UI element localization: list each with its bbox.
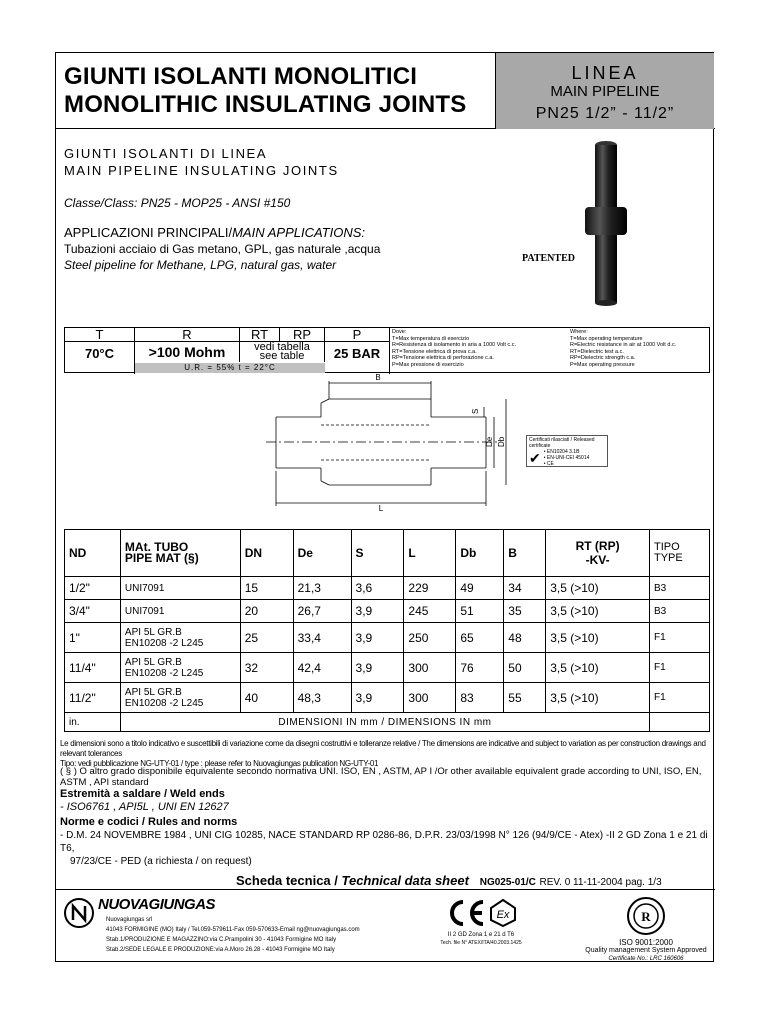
header-dn: DN [240, 530, 293, 577]
notes-italian [392, 329, 552, 368]
cell-material-line1: API 5L GR.B [124, 626, 182, 638]
applications-title-it: APPLICAZIONI PRINCIPALI/ [64, 225, 233, 240]
note-en: P=Max operating pressure [570, 361, 635, 368]
table-row [65, 577, 710, 600]
cell-s: 3,6 [351, 577, 404, 600]
table-row [65, 600, 710, 623]
cell-b: 35 [504, 600, 546, 623]
note-en: R=Electric resistance in air at 1000 Volt d.c. [570, 342, 677, 348]
dim-label-db: Db [497, 436, 506, 447]
cell-s: 3,9 [351, 623, 404, 653]
weld-ends-standards: - ISO6761 , API5L , UNI EN 12627 [60, 801, 229, 813]
certificates-list [544, 449, 590, 467]
address-line: 41043 FORMIGINE (MO) Italy / Tel.059-579611-Fax 059-570633-Email ng@nuovagiungas.com [106, 927, 360, 933]
address-line: Stab.2/SEDE LEGALE E PRODUZIONE:via A.Moro 26.28 - 41043 Formigine MO Italy [106, 947, 335, 953]
subtitle [64, 145, 339, 179]
cell-l: 229 [404, 577, 456, 600]
iso-title: ISO 9001:2000 [619, 938, 673, 947]
company-logo-icon [62, 896, 96, 930]
notes-english [570, 329, 730, 368]
weld-ends [60, 788, 229, 814]
cond-header-r: R [135, 328, 240, 341]
header-b: B [504, 530, 546, 577]
header-material-it: MAt. TUBO [124, 540, 189, 554]
data-sheet [55, 52, 714, 962]
cell-s: 3,9 [351, 683, 404, 713]
note-it: R=Resistenza di isolamento in aria a 1000 Volt c.c. [392, 342, 516, 348]
subtitle-italian: GIUNTI ISOLANTI DI LINEA [64, 146, 268, 161]
cell-l: 245 [404, 600, 456, 623]
cond-value-t: 70°C [65, 342, 135, 374]
cell-material-line2: EN10208 -2 L245 [124, 667, 204, 679]
table-row [65, 653, 710, 683]
header-l: L [404, 530, 456, 577]
cell-dn: 25 [240, 623, 293, 653]
applications-italian: Tubazioni acciaio di Gas metano, GPL, gas naturale ,acqua [64, 242, 381, 256]
header-type [649, 530, 709, 577]
cell-nd: 1/2" [65, 577, 121, 600]
rules-norms [60, 816, 713, 868]
technical-drawing [256, 373, 516, 513]
table-footer-row [65, 713, 710, 732]
header-type-it: TIPO [653, 541, 680, 553]
footer-empty-cell [649, 713, 709, 732]
applications [64, 225, 380, 273]
atex-zone-text: II 2 GD Zona 1 e 21 d T6 [447, 932, 515, 938]
cell-de: 42,4 [293, 653, 351, 683]
dim-label-l: L [378, 504, 384, 513]
cell-nd: 11/4" [65, 653, 121, 683]
technical-sheet-line [236, 873, 662, 888]
operating-conditions [64, 327, 710, 373]
cell-b: 50 [504, 653, 546, 683]
cell-material [120, 623, 240, 653]
iso-text: Quality management System Approved [585, 947, 707, 954]
title-italian: GIUNTI ISOLANTI MONOLITICI [64, 63, 418, 90]
cell-material: UNI7091 [120, 600, 240, 623]
dim-label-s: S [471, 408, 480, 414]
material-equivalence-note: ( § ) O altro grado disponibile equivalente secondo normativa UNI. ISO, EN , ASTM, AP I /Or other available equivalent grade according to UNI, ISO, EN, ASTM , API standard [60, 766, 702, 788]
cond-value-rt [240, 342, 325, 362]
cell-b: 34 [504, 577, 546, 600]
note-it: P=Max pressione di esercizio [392, 361, 464, 368]
sheet-code: NG025-01/C [479, 877, 536, 888]
cell-b: 48 [504, 623, 546, 653]
rules-norms-title: Norme e codici / Rules and norms [60, 816, 238, 828]
cell-material-line2: EN10208 -2 L245 [124, 637, 204, 649]
cell-s: 3,9 [351, 653, 404, 683]
certificate-item: • CE [543, 461, 554, 467]
cond-header-rp: RP [280, 328, 325, 341]
footer-units-mm: DIMENSIONI IN mm / DIMENSIONS IN mm [120, 713, 649, 732]
header-kv-label: -KV- [585, 553, 610, 567]
line-label: LINEA [571, 63, 639, 83]
applications-title [64, 225, 380, 241]
type-reference-line: Tipo: vedi pubblicazione NG-UTY-01 / type : please refer to Nuovagiungas publication NG-UTY-01 [60, 759, 379, 768]
header-rt [546, 530, 650, 577]
note-en: RT=Dielectric test a.c. [570, 348, 624, 355]
cell-rt: 3,5 (>10) [546, 577, 650, 600]
dimensions-table [64, 529, 710, 732]
applications-title-en: MAIN APPLICATIONS: [232, 225, 366, 240]
sheet-revision: REV. 0 11-11-2004 pag. 1/3 [539, 877, 662, 888]
sheet-label-it: Scheda tecnica / [236, 873, 342, 888]
cond-value-r: >100 Mohm [135, 342, 240, 362]
cell-type: F1 [649, 683, 709, 713]
cell-l: 250 [404, 623, 456, 653]
cond-value-rt-it: vedi tabella [254, 341, 310, 353]
patented-label: PATENTED [522, 253, 575, 264]
rules-norms-line1: - D.M. 24 NOVEMBRE 1984 , UNI CIG 10285, NACE STANDARD RP 0286-86, D.P.R. 23/03/1998 N° 126 (94/9/CE - Atex) -II 2 GD Zona 1 e 21 di T6, [60, 830, 708, 854]
cell-dn: 40 [240, 683, 293, 713]
product-photo [576, 137, 636, 307]
cell-dn: 15 [240, 577, 293, 600]
iso-certification [581, 896, 711, 963]
atex-ex-icon [489, 898, 517, 928]
pressure-range: PN25 1/2” - 11/2” [535, 105, 675, 122]
cell-material [120, 683, 240, 713]
header-type-en: TYPE [653, 552, 683, 564]
cell-l: 300 [404, 653, 456, 683]
cond-value-rt-en: see table [259, 350, 305, 362]
certificates-body [529, 449, 605, 467]
dimension-disclaimer [60, 739, 713, 769]
header-db: Db [456, 530, 504, 577]
table-header-row [65, 530, 710, 577]
cond-header-rt: RT [240, 328, 280, 341]
company-address [106, 915, 360, 955]
svg-text:Ex: Ex [496, 909, 510, 921]
class-line: Classe/Class: PN25 - MOP25 - ANSI #150 [64, 196, 291, 210]
cell-db: 51 [456, 600, 504, 623]
note-it: T=Max temperatura di esercizio [392, 335, 470, 342]
cell-b: 55 [504, 683, 546, 713]
header-nd: ND [65, 530, 121, 577]
cell-de: 21,3 [293, 577, 351, 600]
conditions-notes [390, 328, 710, 374]
note-it: RP=Tensione elettrica di perforazione c.a. [392, 355, 494, 361]
cell-de: 26,7 [293, 600, 351, 623]
cell-de: 48,3 [293, 683, 351, 713]
dim-label-b: B [375, 373, 381, 382]
atex-file-text: Tech. file N° ATEX/ITA/40.2003.1425 [440, 940, 522, 946]
cell-rt: 3,5 (>10) [546, 653, 650, 683]
cell-rt: 3,5 (>10) [546, 600, 650, 623]
certificates-box [526, 435, 608, 467]
note-en: Where: [570, 329, 588, 335]
header-material-en: PIPE MAT (§) [124, 551, 199, 565]
sheet-label-en: Technical data sheet [341, 873, 469, 888]
cell-rt: 3,5 (>10) [546, 683, 650, 713]
header-rt-label: RT (RP) [575, 539, 620, 553]
cell-type: F1 [649, 623, 709, 653]
cell-rt: 3,5 (>10) [546, 623, 650, 653]
note-it: Dove: [392, 329, 407, 335]
line-subtitle: MAIN PIPELINE [550, 83, 660, 100]
humidity-temp: U.R. = 55% t = 22°C [135, 363, 325, 373]
table-row [65, 683, 710, 713]
header-de: De [293, 530, 351, 577]
cell-l: 300 [404, 683, 456, 713]
certificate-item: • EN10204 3.1B [543, 449, 580, 455]
applications-english: Steel pipeline for Methane, LPG, natural gas, water [64, 258, 337, 272]
ce-atex-marks [436, 898, 526, 947]
cell-material: UNI7091 [120, 577, 240, 600]
footer [56, 889, 715, 963]
cell-db: 65 [456, 623, 504, 653]
header-title-block [56, 53, 496, 129]
iso-seal-icon [623, 896, 669, 936]
header [56, 53, 715, 129]
cell-material-line1: API 5L GR.B [124, 686, 182, 698]
title-english: MONOLITHIC INSULATING JOINTS [64, 91, 467, 118]
subtitle-english: MAIN PIPELINE INSULATING JOINTS [64, 163, 339, 178]
cond-header-t: T [65, 328, 135, 341]
cell-material-line1: API 5L GR.B [124, 656, 182, 668]
cell-s: 3,9 [351, 600, 404, 623]
cell-db: 83 [456, 683, 504, 713]
cell-nd: 3/4" [65, 600, 121, 623]
cell-type: F1 [649, 653, 709, 683]
cell-nd: 11/2" [65, 683, 121, 713]
certificates-title: Certificati rilasciati / Released certificate [529, 437, 595, 449]
cell-dn: 32 [240, 653, 293, 683]
ce-mark-icon [445, 898, 487, 928]
iso-certificate: Certificate No.: LRC 160606 [608, 956, 684, 962]
certificate-item: • EN-UNI-CEI 45014 [543, 455, 590, 461]
cell-nd: 1" [65, 623, 121, 653]
header-s: S [351, 530, 404, 577]
weld-ends-title: Estremità a saldare / Weld ends [60, 788, 225, 800]
cell-material-line2: EN10208 -2 L245 [124, 697, 204, 709]
cell-db: 76 [456, 653, 504, 683]
check-icon: ✔ [529, 450, 541, 466]
cell-db: 49 [456, 577, 504, 600]
cell-de: 33,4 [293, 623, 351, 653]
address-line: Nuovagiungas srl [106, 917, 153, 923]
cond-value-p: 25 BAR [325, 342, 390, 374]
dim-label-de: De [485, 436, 494, 447]
disclaimer-line: Le dimensioni sono a titolo indicativo e suscettibili di variazione come da disegni costruttivi e tolleranze relative / The dimensions are indicative and subject to variation as per construction drawings and relevant tolerances [60, 739, 706, 758]
cell-type: B3 [649, 600, 709, 623]
table-row [65, 623, 710, 653]
cond-header-p: P [325, 328, 390, 341]
footer-units-in: in. [65, 713, 121, 732]
header-line-block [496, 53, 714, 129]
cell-type: B3 [649, 577, 709, 600]
company-name: NUOVAGIUNGAS [98, 896, 216, 913]
note-en: RP=Dielectric strength c.a. [570, 355, 636, 361]
note-it: RT=Tensione elettrica di prova c.a. [392, 348, 477, 355]
rules-norms-line2: 97/23/CE - PED (a richiesta / on request) [70, 856, 252, 867]
cell-material [120, 653, 240, 683]
address-line: Stab.1/PRODUZIONE E MAGAZZINO:via C.Prampolini 30 - 41043 Formigine MO Italy [106, 937, 337, 943]
svg-text:R: R [641, 909, 651, 924]
note-en: T=Max operating temperature [570, 335, 643, 342]
cell-dn: 20 [240, 600, 293, 623]
header-material [120, 530, 240, 577]
